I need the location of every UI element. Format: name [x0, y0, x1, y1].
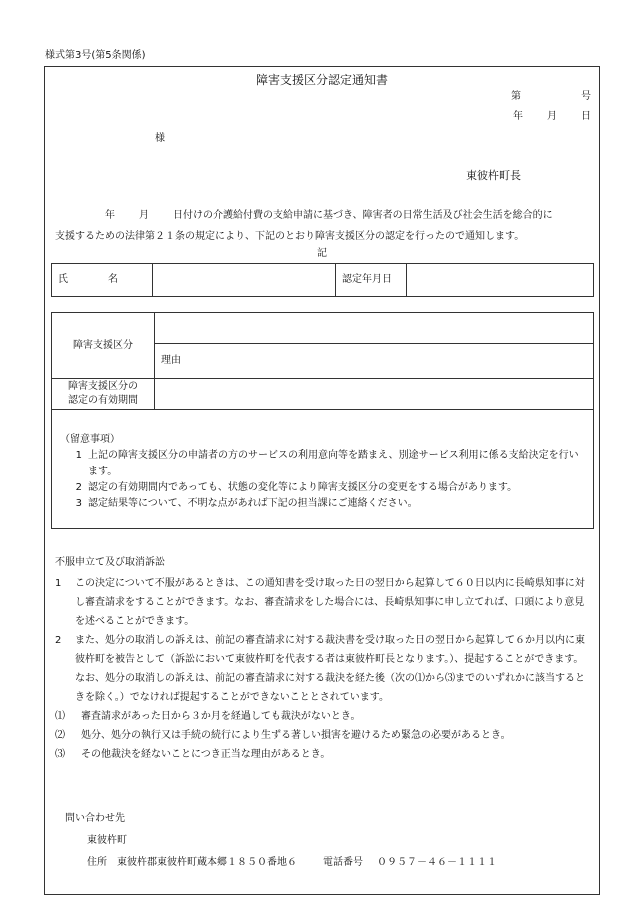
appeal-subitem: ⑶ その他裁決を経ないことにつき正当な理由があるとき。	[55, 749, 331, 760]
notes-section	[51, 408, 594, 529]
validity-period-label: 障害支援区分の 認定の有効期間	[52, 379, 155, 410]
note-item: 2 認定の有効期間内であっても、状態の変化等により障害支援区分の変更をする場合があります。	[75, 482, 518, 493]
contact-org: 東彼杵町	[87, 835, 127, 846]
body-line-1	[55, 205, 591, 226]
note-item: 1 上記の障害支援区分の申請者の方のサービスの利用意向等を踏まえ、別途サービス利用に係る支給決定を行います。	[75, 450, 579, 477]
appeal-subitem: ⑵ 処分、処分の執行又は手続の続行により生ずる著しい損害を避けるため緊急の必要があるとき。	[55, 730, 511, 741]
appeal-paragraph: 2 また、処分の取消しの訴えは、前記の審査請求に対する裁決書を受け取った日の翌日から起算して６か月以内に東彼杵町を被告として（訴訟において東彼杵町を代表する者は東彼杵町長となります。）、提起することができます。なお、処分の取消しの訴えは、前記の審査請求に対する裁決を経た後（次の⑴から⑶までのいずれかに該当するときを除く。）でなければ提起することができないこととされています。	[55, 635, 585, 703]
address-label: 住所	[87, 857, 107, 868]
recipient-info-table	[51, 263, 594, 297]
number-suffix: 号	[581, 91, 591, 102]
contact-section	[65, 808, 497, 874]
date-day: 日	[581, 111, 591, 122]
phone-value: ０９５７－４６－１１１１	[377, 857, 497, 868]
document-title: 障害支援区分認定通知書	[255, 73, 388, 87]
notice-frame	[44, 66, 600, 895]
notes-heading: （留意事項）	[60, 434, 120, 445]
number-prefix: 第	[511, 91, 521, 102]
recipient-suffix: 様	[155, 133, 165, 144]
appeal-section	[55, 553, 591, 764]
date-month: 月	[547, 111, 557, 122]
validity-period-value	[155, 379, 594, 410]
contact-address-line	[65, 852, 497, 874]
date-year: 年	[513, 111, 523, 122]
category-value	[155, 313, 594, 344]
notice-body	[55, 205, 591, 247]
body-month: 月	[139, 210, 149, 221]
category-table	[51, 312, 594, 410]
note-item: 3 認定結果等について、不明な点があれば下記の担当課にご連絡ください。	[75, 498, 418, 509]
document-number-line	[511, 91, 591, 103]
form-number-label: 様式第3号(第5条関係)	[45, 50, 146, 61]
ki-heading: 記	[317, 248, 327, 259]
phone-label: 電話番号	[323, 857, 363, 868]
body-line-1-text: 日付けの介護給付費の支給申請に基づき、障害者の日常生活及び社会生活を総合的に	[173, 210, 553, 221]
cert-date-value	[407, 264, 594, 297]
appeal-subitem: ⑴ 審査請求があった日から３か月を経過しても裁決がないとき。	[55, 711, 361, 722]
body-line-2: 支援するための法律第２１条の規定により、下記のとおり障害支援区分の認定を行ったので通知します。	[55, 231, 525, 242]
date-line	[513, 111, 591, 123]
appeal-heading: 不服申立て及び取消訴訟	[55, 557, 165, 568]
reason-label: 理由	[155, 344, 594, 379]
name-value	[153, 264, 336, 297]
issuer-name: 東彼杵町長	[466, 169, 521, 182]
name-label: 氏 名	[52, 264, 153, 297]
cert-date-label: 認定年月日	[336, 264, 407, 297]
body-year: 年	[105, 210, 115, 221]
contact-heading: 問い合わせ先	[65, 813, 125, 824]
address-value: 東彼杵郡東彼杵町蔵本郷１８５０番地６	[117, 857, 297, 868]
appeal-paragraph: 1 この決定について不服があるときは、この通知書を受け取った日の翌日から起算して６０日以内に長崎県知事に対し審査請求をすることができます。なお、審査請求をした場合には、長崎県知事に申し立てれば、口頭により意見を述べることができます。	[55, 578, 585, 627]
category-label: 障害支援区分	[52, 313, 155, 379]
